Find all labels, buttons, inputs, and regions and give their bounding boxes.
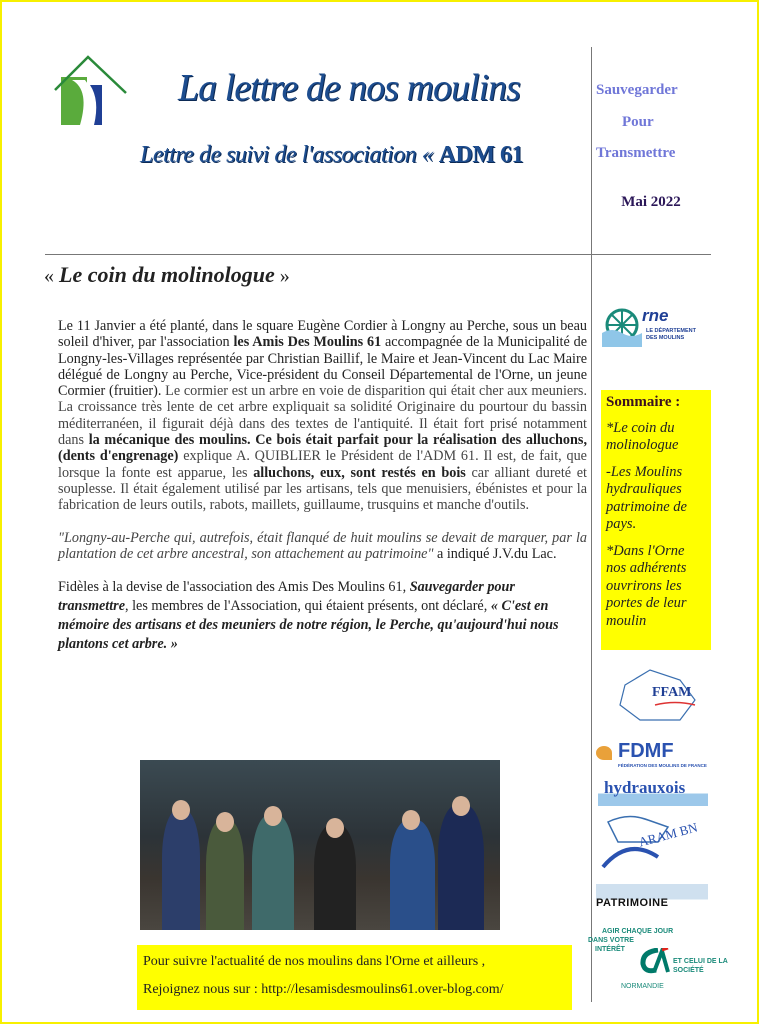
section-title: Le coin du molinologue	[59, 262, 275, 287]
ca-text: SOCIÉTÉ	[673, 967, 704, 974]
fdmf-logo	[596, 740, 707, 770]
column-divider	[591, 47, 592, 1002]
quote-close: »	[274, 265, 290, 287]
ffam-text: FFAM	[652, 685, 692, 700]
article-text-segment: Le cormier est un arbre en voie de disparition qui était cher aux meuniers. La croissance très lente de cet arbre expliquait sa solidité Originaire du pourtour du bassin méditerranéen, il figurait déjà dans des textes de l'antiquité. Il était fort prisé notamment dans	[58, 383, 587, 449]
article-text-segment: accompagnée de la Municipalité de Longny-les-Villages représentée par Christian Baillif, le Maire et Jean-Vincent du Lac Maire délégué de Longny au Perche, Vice-président du Conseil Départemental de l'Orne, un jeune Cormier (fruitier).	[58, 334, 588, 400]
article-body	[58, 318, 587, 670]
article-text-segment: alluchons, eux, sont restés en bois	[253, 464, 466, 481]
subtitle-text: Lettre de suivi de l'association «	[140, 142, 439, 168]
motto-line-1: Sauvegarder	[596, 82, 678, 98]
ca-text: AGIR CHAQUE JOUR	[602, 928, 674, 935]
adm61-logo	[50, 55, 130, 130]
article-text-segment: les Amis Des Moulins 61	[233, 334, 382, 351]
orne-department-logo	[602, 303, 710, 347]
ca-text: DANS VOTRE	[588, 937, 634, 944]
summary-item[interactable]: *Le coin du molinologue	[606, 419, 679, 453]
motto-line-2: Pour	[622, 114, 654, 130]
aram-bn-logo	[598, 812, 703, 872]
issue-date: Mai 2022	[621, 194, 681, 210]
subtitle-adm61: ADM 61	[438, 142, 524, 168]
article-paragraph-3	[58, 578, 587, 654]
ca-text: INTÉRÊT	[595, 946, 625, 953]
hydrauxois-text: hydrauxois	[604, 778, 686, 797]
article-text-segment: car alliant dureté et souplesse. Il était également utilisé par les artisans, tels que menuisiers, ébénistes et pour la fabrication de leurs outils, rabots, maillets, guillaume, trusquins et manche d'outils.	[58, 464, 587, 514]
orne-logo-text: rne	[642, 306, 669, 325]
p3-motto: Sauvegarder pour transmettre	[58, 579, 515, 615]
footer-blog-link[interactable]: Rejoignez nous sur : http://lesamisdesmoulins61.over-blog.com/	[143, 982, 504, 997]
fdmf-text: FDMF	[618, 740, 674, 762]
summary-item[interactable]: -Les Moulins hydrauliques patrimoine de pays.	[606, 463, 687, 532]
footer-line-1: Pour suivre l'actualité de nos moulins dans l'Orne et ailleurs ,	[143, 954, 486, 969]
footer-box	[137, 945, 572, 1010]
newsletter-subtitle	[140, 142, 523, 169]
summary-title: Sommaire :	[606, 394, 681, 410]
hydrauxois-logo	[598, 778, 708, 806]
header-divider	[45, 254, 711, 255]
quote-open: «	[44, 265, 59, 287]
ca-emblem	[640, 948, 670, 974]
article-text-segment: Le 11 Janvier a été planté, dans le square Eugène Cordier à Longny au Perche, sous un beau soleil d'hiver, par l'association	[58, 318, 587, 351]
orne-logo-line1: LE DÉPARTEMENT	[646, 328, 697, 334]
article-paragraph-1	[58, 318, 587, 514]
quote-attribution: a indiqué J.V.du Lac.	[433, 545, 557, 562]
patrimoine-logo	[596, 884, 708, 910]
tree-planting-photo	[140, 760, 500, 930]
quote-text: "Longny-au-Perche qui, autrefois, était flanqué de huit moulins se devait de marquer, par la plantation de cet arbre ancestral, son attachement au patrimoine"	[58, 529, 587, 562]
newsletter-title: La lettre de nos moulins	[178, 67, 520, 109]
ffam-logo	[610, 665, 705, 725]
section-heading	[44, 262, 290, 288]
p3-text: Fidèles à la devise de l'association des Amis Des Moulins 61,	[58, 579, 410, 596]
summary-item[interactable]: *Dans l'Orne nos adhérents ouvrirons les portes de leur moulin	[606, 542, 687, 629]
credit-agricole-logo	[585, 928, 755, 998]
p3-declaration: « C'est en mémoire des artisans et des meuniers de notre région, le Perche, qu'aujourd'hui nous plantons cet arbre. »	[58, 598, 559, 653]
aram-text: ARAM BN	[636, 819, 700, 850]
article-text-segment: explique A. QUIBLIER le Président de l'ADM 61. Il est, de fait, que lorsque la fonte est apparue, les	[58, 448, 587, 481]
article-text-segment: la mécanique des moulins. Ce bois était parfait pour la réalisation des alluchons, (dents d'engrenage)	[58, 432, 587, 465]
orne-logo-line2: DES MOULINS	[646, 335, 685, 341]
summary-box	[601, 390, 711, 650]
patrimoine-text: PATRIMOINE	[596, 897, 669, 909]
article-quote-paragraph	[58, 530, 587, 563]
p3-text-2: , les membres de l'Association, qui étaient présents, ont déclaré,	[125, 598, 491, 615]
ca-region: NORMANDIE	[621, 983, 664, 990]
motto-line-3: Transmettre	[596, 145, 676, 161]
fdmf-subtext: FÉDÉRATION DES MOULINS DE FRANCE	[618, 763, 707, 768]
ca-text: ET CELUI DE LA	[673, 958, 728, 965]
